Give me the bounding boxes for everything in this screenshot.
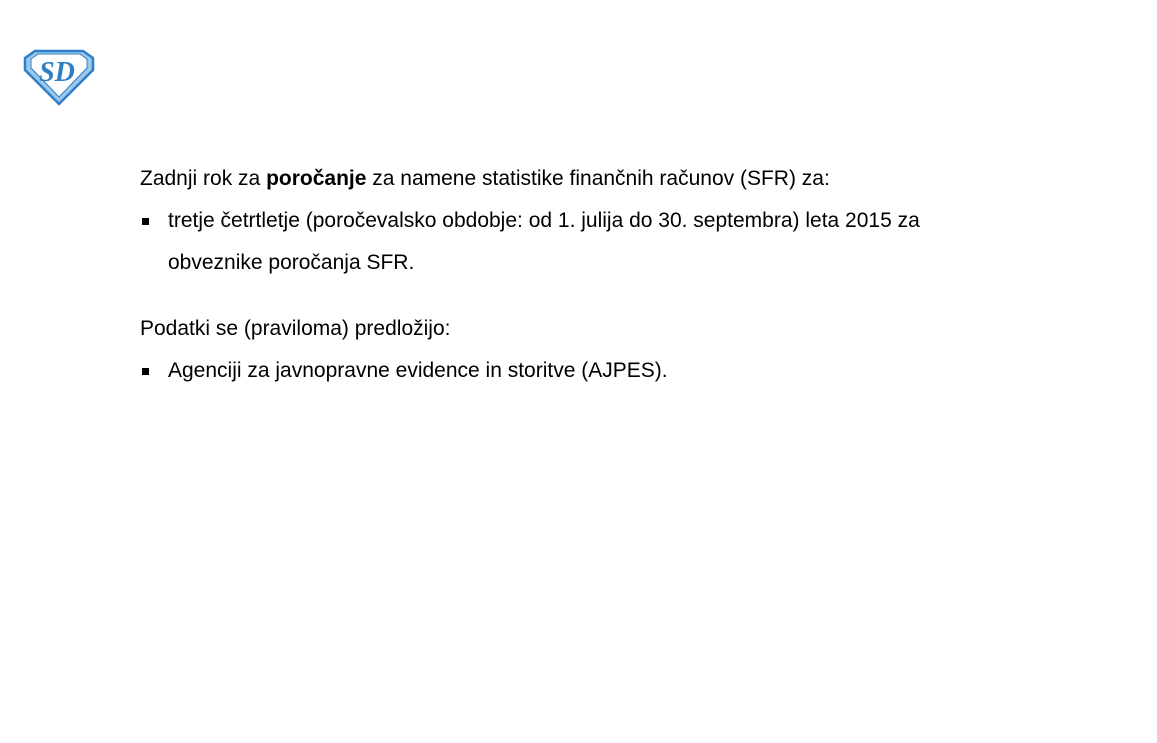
sd-logo-icon <box>22 48 96 106</box>
bullet-square-icon <box>142 218 149 225</box>
bullet-ajpes-text: Agenciji za javnopravne evidence in storitve (AJPES). <box>168 359 668 382</box>
logo-letters: SD <box>39 57 75 88</box>
bullet-text-quarter <box>168 206 1100 278</box>
paragraph-submission: Podatki se (praviloma) predložijo: <box>140 317 451 340</box>
slide-content <box>140 164 1100 386</box>
paragraph-deadline <box>140 164 1100 194</box>
deadline-text-start: Zadnji rok za <box>140 167 267 190</box>
sd-logo <box>22 48 96 106</box>
bullet-item-quarter <box>140 206 1100 278</box>
bullet-quarter-line2: obveznike poročanja SFR. <box>168 251 415 274</box>
bullet-item-ajpes <box>140 356 1100 386</box>
deadline-bold-word: poročanje <box>266 167 367 190</box>
bullet-square-icon <box>142 368 149 375</box>
bullet-quarter-line1: tretje četrtletje (poročevalsko obdobje: od 1. julija do 30. septembra) leta 2015 za <box>168 209 920 232</box>
deadline-text-end: za namene statistike finančnih računov (SFR) za: <box>366 167 830 190</box>
